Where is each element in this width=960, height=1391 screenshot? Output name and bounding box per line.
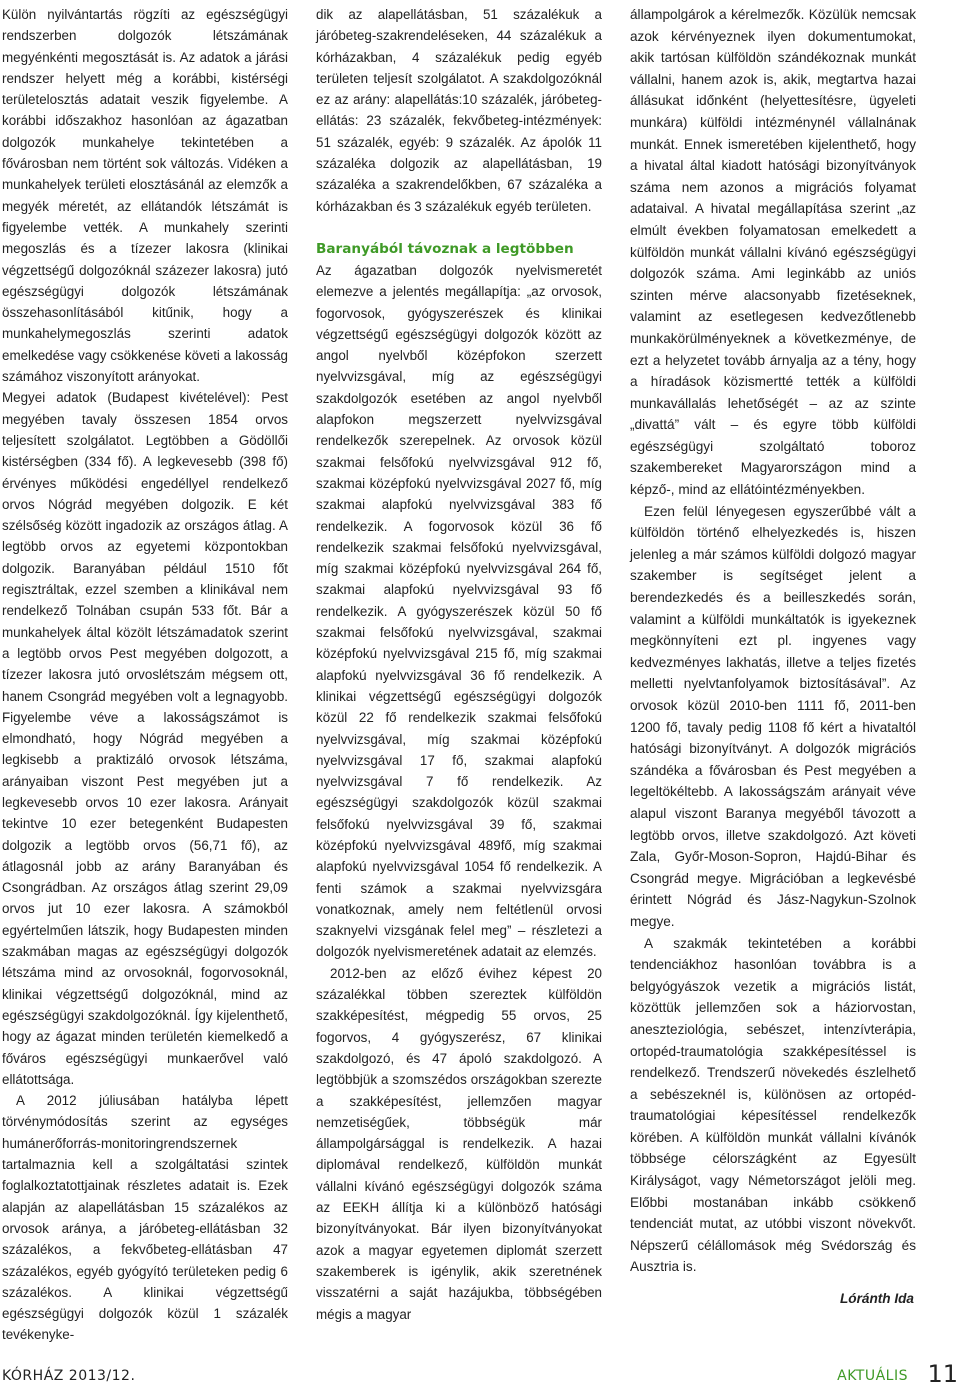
paragraph: Az ágazatban dolgozók nyelvismeretét elemezve a jelentés megállapítja: „az orvosok, fogorvosok, gyógyszerészek és klinikai végzettségű egészségügyi dolgozók között az angol nyelvből középfokon szerzett nyelvvizsgával, míg az egészségügyi szakdolgozók esetében az angol nyelvből alapfokon megszerzett nyelvvizsgával rendelkezők szerepelnek. Az orvosok közül szakmai felsőfokú nyelvvizsgával 912 fő, szakmai középfokú nyelvvizsgával 2027 fő, míg szakmai alapfokú nyelvvizsgával 383 fő rendelkezik. A fogorvosok közül 36 fő rendelkezik szakmai felsőfokú nyelvvizsgával, míg szakmai középfokú nyelvvizsgával 264 fő, szakmai alapfokú nyelvvizsgával 93 fő rendelkezik. A gyógyszerészek közül 50 fő szakmai felsőfokú nyelvvizsgával, szakmai középfokú nyelvvizsgával 215 fő, míg szakmai alapfokú nyelvvizsgával 36 fő rendelkezik. A klinikai végzettségű egészségügyi dolgozók közül 22 fő rendelkezik szakmai felsőfokú nyelvvizsgával, míg szakmai középfokú nyelvvizsgával 17 fő, szakmai alapfokú nyelvvizsgával 7 fő rendelkezik. Az egészségügyi szakdolgozók közül szakmai felsőfokú nyelvvizsgával 39 fő, szakmai középfokú nyelvvizsgával 489fő, míg szakmai alapfokú nyelvvizsgával 1054 fő rendelkezik. A fenti számok a szakmai nyelvvizsgára vonatkoznak, amely nem feltétlenül orvosi szaknyelvi vizsgának felel meg” – részletezi a dolgozók nyelvismeretének adatait az elemzés. [316,262,602,960]
magazine-issue: KÓRHÁZ 2013/12. [2,1368,136,1384]
text-column-3 [630,4,916,1310]
text-column-1 [2,4,288,1346]
author-name: Lóránth Ida [839,1291,914,1307]
paragraph: Ezen felül lényegesen egyszerűbbé vált a külföldön történő elhelyezkedés is, hiszen jelenleg a már számos külföldi dolgozó magyar szakember is segítséget jelent a berendezkedés és a beilleszkedés során, valamint a külföldi munkáltatók is igyekeznek megkönnyíteni ezt pl. ingyenes vagy kedvezményes lakhatás, illetve a teljes fizetés melletti nyelvtanfolyamok biztosításával”. Az orvosok közül 2010-ben 1111 fő, 2011-ben 1200 fő, tavaly pedig 1108 fő kért a hivataltól hatósági bizonyítványt. A dolgozók migrációs szándéka a fővárosban és Pest megyében a legeltökéltebb. A lakosságszám arányait véve alapul viszont Baranya megyéből távozott a legtöbb orvos, illetve szakdolgozó. Azt követi Zala, Győr-Moson-Sopron, Hajdú-Bihar és Csongrád megye. Migrációban a legkevésbé érintett Nógrád és Jász-Nagykun-Szolnok megye. [630,503,916,929]
paragraph: A szakmák tekintetében a korábbi tendenciákhoz hasonlóan továbbra is a belgyógyászok vezetik a migrációs listát, közöttük jellemzően sok a háziorvostan, aneszteziológia, sebészet, intenzívterápia, ortopéd-traumatológia szakképesítéssel is rendelkező. Trendszerű növekedés észlelhető a sebészeknél is, különösen az ortopéd-traumatológiai képesítéssel rendelkezők körében. A külföldön munkát vállalni kívánók többsége célországként az Egyesült Királyságot, vagy Németországot jelöli meg. Előbbi mostanában inkább csökkenő tendenciát mutat, az utóbbi viszont növekvőt. Népszerű célállomások még Svédország és Ausztria is. [630,935,916,1275]
subheading: Baranyából távoznak a legtöbben [316,240,574,257]
paragraph: Külön nyilvántartás rögzíti az egészségügyi rendszerben dolgozók létszámának megyénkénti megosztását is. Az adatok a járási rendszer helyett még a korábbi, kistérségi területelosztás adatait veszik figyelembe. A korábbi időszakhoz hasonlóan az ágazatban dolgozók munkahelye tekintetében a fővárosban nem történt sok változás. Vidéken a munkahelyek területi elosztásánál az elemzők a megyék méretét, az ellátandók létszámát is figyelembe vették. A munkahely szerinti megoszlás és a tízezer lakosra (klinikai végzettségű dolgozóknál százezer lakosra) jutó egészségügyi dolgozók létszámának összehasonlításából kitűnik, hogy a munkahelymegoszlás szerinti adatok emelkedése vagy csökkenése követi a lakosság számához viszonyított arányokat. [2,7,288,385]
paragraph: állampolgárok a kérelmezők. Közülük nemcsak azok kérvényeznek ilyen dokumentumokat, akik tartósan külföldön szándékoznak munkát vállalni, hanem azok is, akik, megtartva hazai állásukat időnként (helyettesítésre, ügyeleti munkára) külföldi intézménynél vállalnának munkát. Ennek ismeretében kijelenthető, hogy a hivatal által kiadott hatósági bizonyítványok száma nem azonos a migrációs folyamat adataival. A hivatal megállapítása szerint „az elmúlt években folyamatosan emelkedett a külföldön munkát vállalni kívánó egészségügyi dolgozók száma. Ami leginkább az uniós szinten mérve alacsonyabb fizetéseknek, valamint az esetlegesen kedvezőtlenebb munkakörülményeknek a következménye, de ezt a helyzetet tovább árnyalja az a tény, hogy a híradások közismertté tették a külföldi munkavállalás lehetőségét – az az szinte „divattá” vált – és egyre több külföldi egészségügyi szolgáltató toboroz szakembereket Magyarországon mind a képző-, mind az ellátóintézményekben. [630,7,916,498]
paragraph: A 2012 júliusában hatályba lépett törvénymódosítás szerint az egységes humánerőforrás-monitoringrendszernek tartalmaznia kell a szolgáltatási szintek foglalkoztatottjainak részletes adatait is. Ezek alapján az alapellátásban 15 százalékos az orvosok aránya, a járóbeteg-ellátásban 32 százalékos, a fekvőbeteg-ellátásban 47 százalékos, egyéb gyógyító területeken pedig 6 százalékos. A klinikai végzettségű egészségügyi dolgozók közül 1 százalék tevékenyke- [2,1093,288,1343]
page-number: 11 [927,1360,958,1388]
text-column-2 [316,4,602,1325]
section-label: AKTUÁLIS [837,1368,908,1384]
paragraph: 2012-ben az előző évihez képest 20 százalékkal többen szereztek külföldön szakképesítést, mégpedig 55 orvos, 25 fogorvos, 4 gyógyszerész, 67 klinikai szakdolgozó, és 47 ápoló szakdolgozó. A legtöbbjük a szomszédos országokban szerezte a szakképesítést, jellemzően magyar nemzetiségűek, többségük már állampolgársággal is rendelkezik. A hazai diplomával rendelkező, külföldön munkát vállalni kívánó egészségügyi dolgozók száma az EEKH állítja ki a különböző hatósági bizonyítványokat. Bár ilyen bizonyítványokat azok a magyar egyetemen diplomát szerzett szakemberek is igénylik, akik szeretnének visszatérni a saját hazájukba, többségében mégis a magyar [316,965,602,1322]
paragraph: Megyei adatok (Budapest kivételével): Pest megyében tavaly összesen 1854 orvos teljesített szolgálatot. Legtöbben a Gödöllői kistérségben (334 fő). A legkevesebb (398 fő) érvényes működési engedéllyel rendelkező orvos Nógrád megyében dolgozik. E két szélsőség között ingadozik az országos átlag. A legtöbb orvos az egyetemi központokban dolgozik. Baranyában például 1510 főt regisztráltak, ezzel szemben a klinikával nem rendelkező Tolnában csupán 533 főt. Bár a munkahelyek által közölt létszámadatok szerint a legtöbb orvos Pest megyében dolgozott, a tízezer lakosra jutó orvoslétszám mégsem ott, hanem Csongrád megyében volt a legnagyobb. Figyelembe véve a lakosságszámot is elmondható, hogy Nógrád megyében a legkisebb a praktizáló orvosok létszáma, arányaiban viszont Pest megyében jut a legkevesebb orvos 10 ezer lakosra. Arányait tekintve 10 ezer betegenként Budapesten dolgozik a legtöbb orvos (56,71 fő), az átlagosnál jobb az arány Baranyában és Csongrádban. Az országos átlag szerint 29,09 orvos jut 10 ezer lakosra. A számokból egyértelműen látszik, hogy Budapesten minden szakmában magas az egészségügyi dolgozók létszáma mind az orvosoknál, fogorvosoknál, klinikai végzettségű dolgozóknál, mind az egészségügyi szakdolgozóknál. Így kijelenthető, hogy az ágazat minden területén kiemelkedő a főváros egészségügyi munkaerővel való ellátottsága. [2,390,288,1087]
paragraph: dik az alapellátásban, 51 százalékuk a járóbeteg-szakrendeléseken, 44 százalékuk a kórházakban, 4 százalékuk pedig egyéb területen teljesít szolgálatot. A szakdolgozóknál ez az arány: alapellátás:10 százalék, járóbeteg-ellátás: 23 százalék, fekvőbeteg-intézmények: 51 százalék, egyéb: 9 százalék. Az ápolók 11 százaléka dolgozik az alapellátásban, 19 százaléka a szakrendelőkben, 67 százaléka a kórházakban és 3 százalékuk egyéb területen. [316,7,602,214]
page-footer [0,1360,960,1391]
